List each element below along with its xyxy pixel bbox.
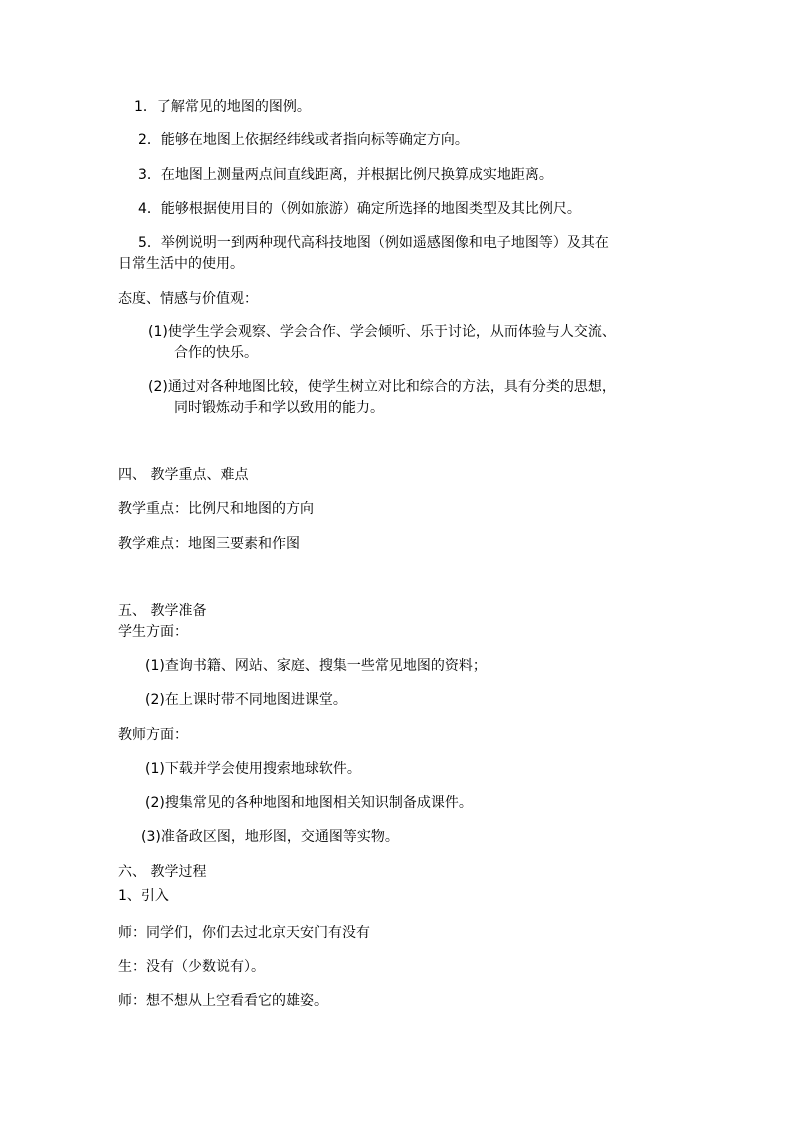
attitude-item-2-continued: 同时锻炼动手和学以致用的能力。 (174, 400, 384, 416)
teacher-heading: 教师方面： (118, 727, 188, 743)
students-item-1: (1)查询书籍、网站、家庭、搜集一些常见地图的资料； (145, 658, 487, 674)
attitude-heading: 态度、情感与价值观： (118, 291, 258, 307)
section-6-heading: 六、 教学过程 (118, 864, 207, 880)
attitude-item-1: (1)使学生学会观察、学会合作、学会倾听、乐于讨论，从而体验与人交流、 (148, 324, 616, 340)
objective-1: 1．了解常见的地图的图例。 (134, 99, 311, 115)
section-5-heading: 五、 教学准备 (118, 603, 207, 619)
objective-4: 4．能够根据使用目的（例如旅游）确定所选择的地图类型及其比例尺。 (138, 201, 581, 217)
students-item-2: (2)在上课时带不同地图进课堂。 (145, 692, 347, 708)
intro-subheading: 1、引入 (118, 888, 169, 904)
students-heading: 学生方面： (118, 624, 188, 640)
teacher-item-3: (3)准备政区图，地形图，交通图等实物。 (141, 829, 399, 845)
teacher-item-1: (1)下载并学会使用搜索地球软件。 (145, 761, 361, 777)
objective-5: 5．举例说明一到两种现代高科技地图（例如遥感图像和电子地图等）及其在 (138, 235, 609, 251)
objective-3: 3．在地图上测量两点间直线距离，并根据比例尺换算成实地距离。 (138, 167, 553, 183)
teaching-difficulty: 教学难点：地图三要素和作图 (118, 536, 300, 552)
dialogue-line-2: 生：没有（少数说有）。 (118, 959, 265, 975)
teaching-focus: 教学重点：比例尺和地图的方向 (118, 501, 314, 517)
dialogue-line-1: 师：同学们，你们去过北京天安门有没有 (118, 925, 370, 941)
dialogue-line-3: 师：想不想从上空看看它的雄姿。 (118, 993, 328, 1009)
attitude-item-1-continued: 合作的快乐。 (174, 345, 258, 361)
teacher-item-2: (2)搜集常见的各种地图和地图相关知识制备成课件。 (145, 795, 473, 811)
objective-5-continued: 日常生活中的使用。 (118, 256, 244, 272)
attitude-item-2: (2)通过对各种地图比较，使学生树立对比和综合的方法，具有分类的思想， (148, 379, 616, 395)
objective-2: 2．能够在地图上依据经纬线或者指向标等确定方向。 (138, 132, 469, 148)
section-4-heading: 四、 教学重点、难点 (118, 467, 249, 483)
